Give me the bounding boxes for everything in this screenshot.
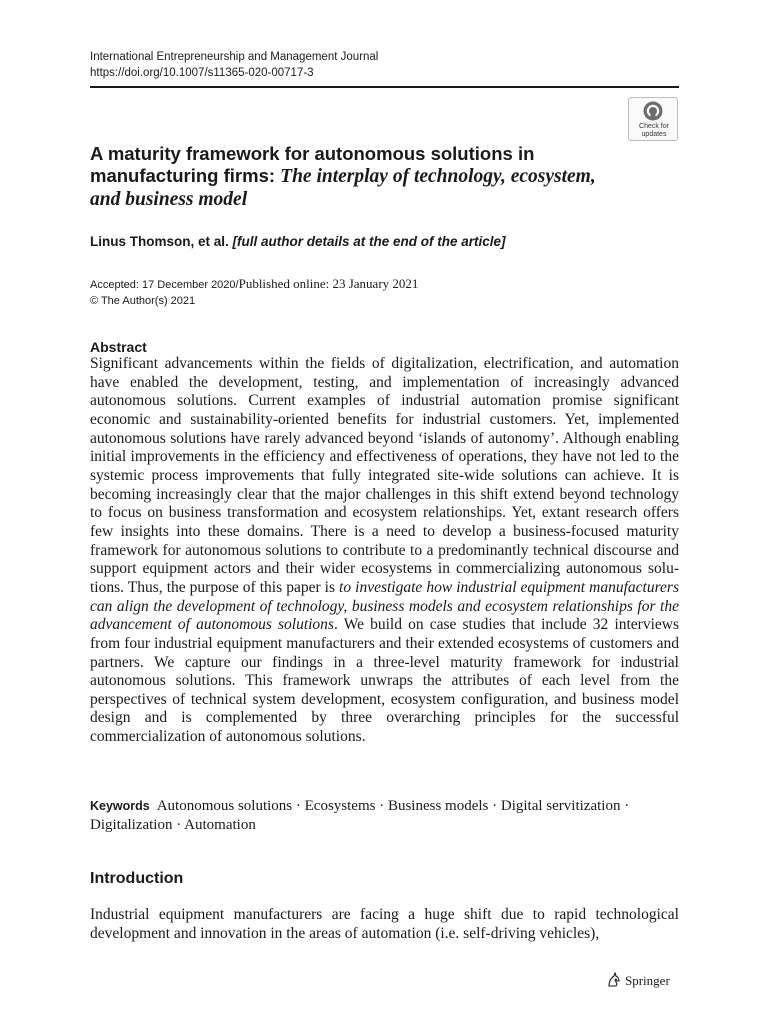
abstract-text-end: . We build on case studies that include 32 interviews from four industrial equipment manufacturers and their extended ecosystems of customers and partners. We capture our findings in a three-level maturity framework for industrial autonomous solutions. This framework unwraps the attributes of each level from the perspectives of technical system development, ecosystem configuration, and business model design and is complemented by three overarching principles for the successful commercialization of autonomous solutions.: [90, 616, 680, 746]
publication-dates: [90, 276, 418, 309]
accepted-date: Accepted: 17 December 2020/: [90, 279, 239, 291]
copyright-notice: © The Author(s) 2021: [90, 295, 196, 307]
crossmark-icon: [643, 101, 663, 121]
keyword: Digital servitization: [500, 798, 621, 814]
abstract-purpose: to investigate how industrial equipment manufacturers can align the development of technology, business models and ecosystem relationships for the advancement of autonomous solutions: [90, 578, 679, 634]
publisher-logo: [606, 972, 670, 989]
published-date: Published online: 23 January 2021: [238, 276, 419, 291]
journal-header: [90, 49, 378, 81]
check-for-updates-button[interactable]: [628, 97, 678, 141]
crossmark-label: Check for updates: [639, 123, 669, 138]
keyword: Automation: [184, 817, 256, 833]
keywords: Keywords Autonomous solutions · Ecosystems · Business models · Digital servitization · Digitalization · Automation: [90, 798, 630, 833]
author-line: [90, 234, 506, 249]
title-italic: The interplay of technology, ecosystem, and business model: [90, 166, 596, 210]
keyword: Ecosystems: [304, 798, 376, 814]
abstract-heading: Abstract: [90, 339, 147, 355]
doi-link[interactable]: https://doi.org/10.1007/s11365-020-00717-3: [90, 67, 314, 79]
title-plain: A maturity framework for autonomous solutions in manufacturing firms:: [90, 143, 535, 186]
abstract-body: [90, 355, 679, 747]
keyword: Autonomous solutions: [156, 798, 293, 814]
introduction-heading: Introduction: [90, 870, 184, 887]
abstract-text: Significant advancements within the fields of digitalization, electrification, and automation have enabled the development, testing, and implementation of increasingly advanced autonomous solutions. Current examples of industrial automation promise significant economic and sustainability-oriented benefits for industrial customers. Yet, implemented autonomous solutions have rarely advanced beyond ‘islands of autonomy’. Although enabling initial improvements in the efficiency and effectiveness of operations, they have not led to the systemic process improvements that fully integrated site-wide solutions can achieve. It is becoming increasingly clear that the major challenges in this shift extend beyond technology to focus on business transformation and ecosystem relationships. Yet, extant research offers few insights into these domains. There is a need to develop a business-focused maturity framework for autonomous solutions to contribute to a predominantly technical discourse and support equipment actors and their wider ecosystems in commercializing autonomous solutions. Thus, the purpose of this paper is: [90, 355, 679, 596]
header-rule: [90, 86, 679, 88]
journal-name: International Entrepreneurship and Management Journal: [90, 51, 379, 63]
keyword: Digitalization: [90, 817, 173, 833]
publisher-name: Springer: [625, 973, 670, 988]
article-title: [90, 143, 610, 211]
springer-horse-icon: [606, 972, 622, 988]
keywords-label: Keywords: [90, 799, 150, 813]
author-details-link[interactable]: [full author details at the end of the article]: [232, 234, 506, 249]
introduction-body: Industrial equipment manufacturers are facing a huge shift due to rapid technological development and innovation in the areas of automation (i.e. self-driving vehicles),: [90, 906, 679, 942]
keyword: Business models: [387, 798, 489, 814]
author-names: Linus Thomson, et al.: [90, 234, 229, 249]
